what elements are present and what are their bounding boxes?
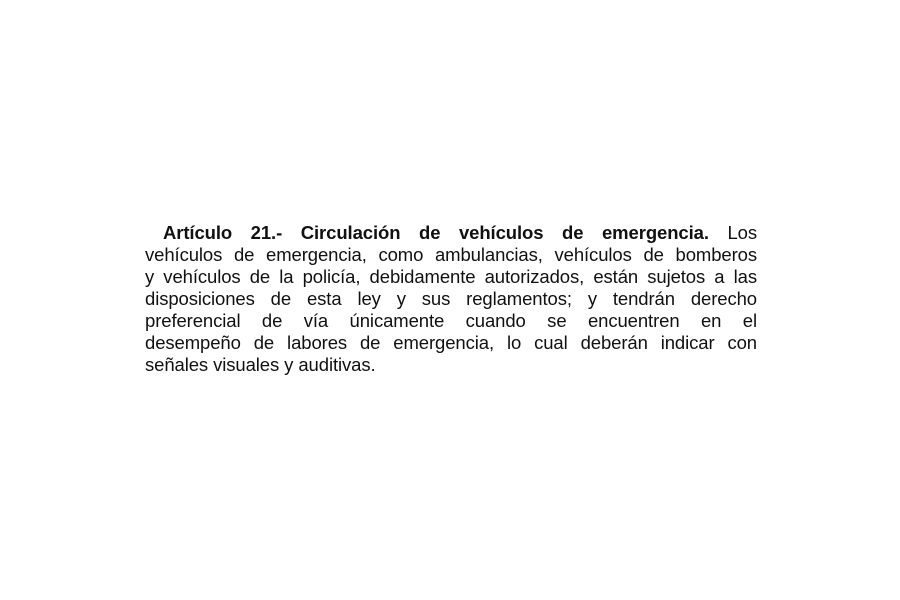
paragraph-line-2: vehículos de emergencia, como ambulancias, vehículos de bomberos xyxy=(145,244,757,265)
paragraph-line-5: preferencial de vía únicamente cuando se encuentren en el xyxy=(145,310,757,331)
paragraph-line-1-text: Los xyxy=(727,222,757,243)
paragraph-line-4: disposiciones de esta ley y sus reglamentos; y tendrán derecho xyxy=(145,288,757,309)
paragraph-line-3: y vehículos de la policía, debidamente autorizados, están sujetos a las xyxy=(145,266,757,287)
article-paragraph xyxy=(145,222,757,376)
paragraph-line-6: desempeño de labores de emergencia, lo cual deberán indicar con xyxy=(145,332,757,353)
paragraph-line-1 xyxy=(145,222,757,244)
paragraph-line-7: señales visuales y auditivas. xyxy=(145,354,376,375)
article-heading: Artículo 21.- Circulación de vehículos de emergencia. xyxy=(163,222,709,243)
